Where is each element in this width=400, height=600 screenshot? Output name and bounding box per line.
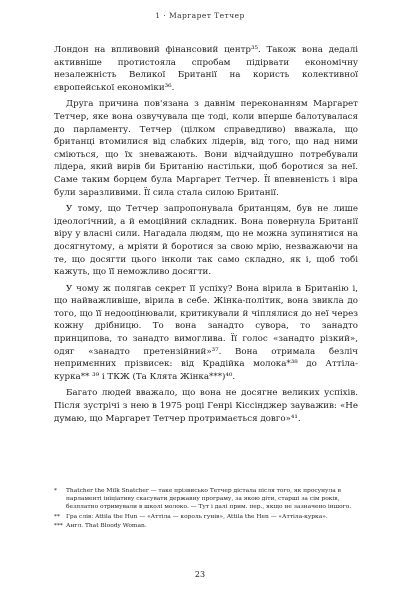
- footnote-text: Гра слів: Attila the Hun — «Аттіла — король гунів», Attila the Hen — «Аттіла-курка».: [66, 513, 328, 520]
- footnotes: [54, 487, 358, 531]
- footnote-mark: ***: [54, 522, 63, 529]
- footnote: [54, 522, 358, 530]
- footnote-text: Thatcher the Milk Snatcher — таке прізвисько Тетчер дістала після того, як просунула в парламенті ініціативу скасувати державну програму, за якою діти, старші за сім років, безплатно отримували в школі молоко. — Тут і далі прим. пер., якщо не зазначено іншого.: [66, 488, 352, 511]
- footnote: [54, 513, 358, 521]
- paragraph: У чому ж полягав секрет її успіху? Вона вірила в Британію і, що найважливіше, вірила в себе. Жінка-політик, вона звикла до того, що її недооцінювали, критикували й чіплялися до неї через кожну дрібницю. То вона занадто сувора, то занадто принципова, то занадто вимоглива. Її голос «занадто різкий», одяг «занадто претензійний»³⁷. Вона отримала безліч непримєнних прізвисек: від Крадійка молока*³⁸ до Аттіла-курка** ³⁹ і ТКЖ (Та Клята Жінка***)⁴⁰.: [54, 283, 358, 382]
- paragraph: У тому, що Тетчер запропонувала британцям, був не лише ідеологічний, а й емоційний складник. Вона повернула Британії віру у власні сили. Нагадала людям, що не можна зупинятися на досягнутому, а мріяти й боротися за свою мрію, незважаючи на те, що досягти цього інколи так само складно, як і, щоб тобі кажуть, що її неможливо досягти.: [54, 204, 358, 278]
- page-number: 23: [194, 570, 206, 579]
- running-header: 1 · Маргарет Тетчер: [155, 11, 245, 20]
- main-text: [54, 44, 358, 429]
- footnote-mark: **: [54, 513, 60, 520]
- footnote-text: Англ. That Bloody Woman.: [66, 522, 147, 529]
- paragraph: Лондон на впливовий фінансовий центр³⁵. Також вона дедалі активніше протистояла спробам підірвати економічну незалежність Великої Британії на користь колективної європейської економіки³⁶.: [54, 45, 358, 93]
- footnote: [54, 487, 358, 512]
- paragraph: Багато людей вважало, що вона не досягне великих успіхів. Після зустрічі з нею в 1975 році Генрі Кіссінджер зауважив: «Не думаю, що Маргарет Тетчер протримається довго»⁴¹.: [54, 388, 358, 424]
- paragraph: Друга причина пов'язана з давнім переконанням Маргарет Тетчер, яке вона озвучувала ще тоді, коли вперше балотувалася до парламенту. Тетчер (цілком справедливо) вважала, що британці втомилися від слабких лідерів, від того, що над ними сміються, що їх зневажають. Вони відчайдушно потребували лідера, який вирів би Британію настільки, щоб боротися за неї. Саме таким борцем була Маргарет Тетчер. Її впевненість і віра були заразливими. Її сила стала силою Британії.: [54, 99, 358, 198]
- footnote-mark: *: [54, 488, 57, 494]
